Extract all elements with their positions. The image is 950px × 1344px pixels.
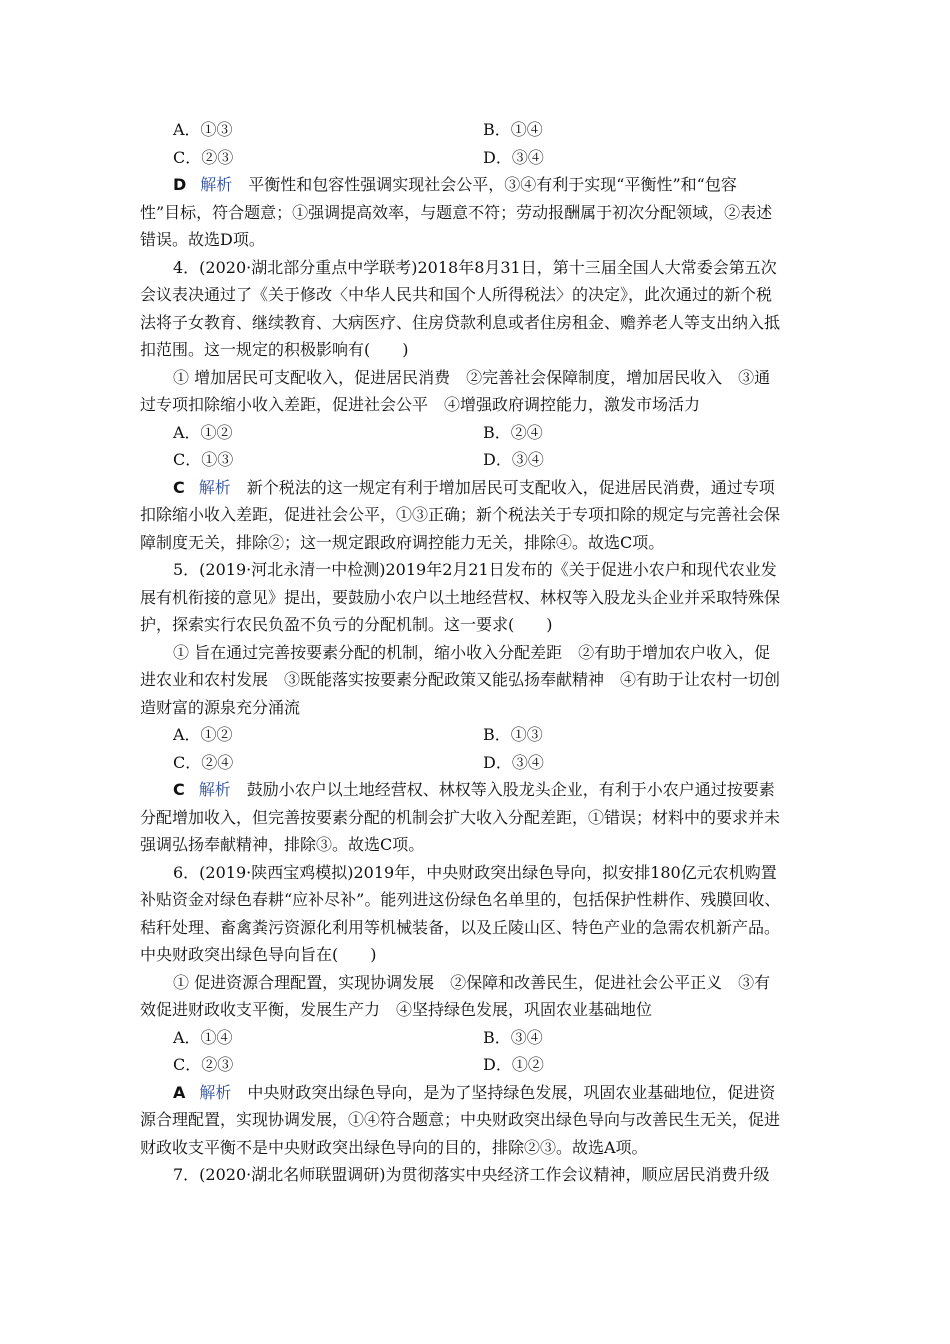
q5-explanation-line: 分配增加收入，但完善按要素分配的机制会扩大收入分配差距，①错误；材料中的要求并未 [140, 807, 781, 827]
q4-option-c: C．①③ [173, 450, 234, 469]
q4-options-row-1 [140, 419, 815, 447]
q4-option-a: A．①② [173, 422, 233, 442]
q3-explanation-line: 错误。故选D项。 [140, 230, 265, 249]
q6-answer: A [173, 1082, 186, 1102]
q3-answer: D [173, 175, 187, 194]
q4-option-b: B．②④ [483, 422, 543, 442]
q5-stem-line: 5．(2019·河北永清一中检测)2019年2月21日发布的《关于促进小农户和现代农业发 [173, 560, 777, 579]
q6-option-b: B．③④ [483, 1027, 543, 1047]
q6-options-row-2 [140, 1051, 815, 1079]
q6-explanation-line [140, 1079, 815, 1107]
q3-options-row-1 [140, 116, 815, 144]
q3-jiexi-label: 解析 [200, 175, 233, 194]
q5-explanation-line: 强调弘扬奉献精神，排除③。故选C项。 [140, 835, 425, 854]
q4-stem-line: 扣范围。这一规定的积极影响有( ) [140, 340, 409, 359]
q6-explanation-line: 财政收支平衡不是中央财政突出绿色导向的目的，排除②③。故选A项。 [140, 1137, 648, 1157]
q5-explanation-text: 鼓励小农户以土地经营权、林权等入股龙头企业，有利于小农户通过按要素 [246, 780, 775, 799]
q5-stem-line: 展有机衔接的意见》提出，要鼓励小农户以土地经营权、林权等入股龙头企业并采取特殊保 [140, 587, 781, 607]
q5-explanation-line [140, 776, 815, 804]
q4-jiexi-label: 解析 [198, 477, 231, 497]
q4-options-row-2 [140, 446, 815, 474]
q6-options-row-1 [140, 1024, 815, 1052]
q3-explanation-text: 平衡性和包容性强调实现社会公平，③④有利于实现“平衡性”和“包容 [248, 175, 737, 194]
q4-stem-line: 4．(2020·湖北部分重点中学联考)2018年8月31日，第十三届全国人大常委会第五次 [173, 257, 777, 277]
q5-answer: C [173, 780, 185, 799]
q3-option-a: A．①③ [173, 120, 233, 139]
q5-jiexi-label: 解析 [198, 780, 231, 799]
q3-options-row-2 [140, 144, 815, 172]
q6-stem-line: 秸秆处理、畜禽粪污资源化利用等机械装备，以及丘陵山区、特色产业的急需农机新产品。 [140, 917, 781, 937]
q6-stem-line: 6．(2019·陕西宝鸡模拟)2019年，中央财政突出绿色导向，拟安排180亿元农机购置 [173, 862, 777, 882]
q5-item-line: 造财富的源泉充分涌流 [140, 697, 301, 717]
q4-explanation-text: 新个税法的这一规定有利于增加居民可支配收入，促进居民消费，通过专项 [246, 477, 775, 497]
q6-option-d: D．①② [483, 1055, 544, 1074]
q6-stem-line: 中央财政突出绿色导向旨在( ) [140, 945, 377, 964]
document-page [140, 116, 815, 1189]
q5-options-row-1 [140, 721, 815, 749]
q5-option-b: B．①③ [483, 725, 543, 744]
q5-stem-line: 护，探索实行农民负盈不负亏的分配机制。这一要求( ) [140, 615, 553, 634]
q4-option-d: D．③④ [483, 450, 544, 469]
q5-options-row-2 [140, 749, 815, 777]
q4-explanation-line [140, 474, 815, 502]
q4-stem-line: 会议表决通过了《关于修改〈中华人民共和国个人所得税法〉的决定》，此次通过的新个税 [140, 285, 773, 304]
q3-option-b: B．①④ [483, 120, 543, 139]
q4-stem-line: 法将子女教育、继续教育、大病医疗、住房贷款利息或者住房租金、赡养老人等支出纳入抵 [140, 312, 781, 332]
q5-option-a: A．①② [173, 725, 233, 744]
q6-explanation-text: 中央财政突出绿色导向，是为了坚持绿色发展，巩固农业基础地位，促进资 [247, 1082, 776, 1102]
q6-explanation-line: 源合理配置，实现协调发展，①④符合题意；中央财政突出绿色导向与改善民生无关，促进 [140, 1110, 781, 1129]
q4-explanation-line: 扣除缩小收入差距，促进社会公平，①③正确；新个税法关于专项扣除的规定与完善社会保 [140, 505, 781, 524]
q6-option-c: C．②③ [173, 1055, 234, 1074]
q6-option-a: A．①④ [173, 1027, 233, 1047]
q5-option-c: C．②④ [173, 752, 234, 772]
q3-option-d: D．③④ [483, 147, 544, 167]
q4-explanation-line: 障制度无关，排除②；这一规定跟政府调控能力无关，排除④。故选C项。 [140, 532, 665, 552]
q4-item-line: ① 增加居民可支配收入，促进居民消费 ②完善社会保障制度，增加居民收入 ③通 [173, 367, 771, 387]
q3-explanation-line [140, 171, 815, 199]
q5-item-line: ① 旨在通过完善按要素分配的机制，缩小收入分配差距 ②有助于增加农户收入，促 [173, 642, 771, 662]
q6-jiexi-label: 解析 [199, 1082, 232, 1102]
q4-item-line: 过专项扣除缩小收入差距，促进社会公平 ④增强政府调控能力，激发市场活力 [140, 395, 701, 414]
q7-stem-line: 7．(2020·湖北名师联盟调研)为贯彻落实中央经济工作会议精神，顺应居民消费升级 [173, 1165, 770, 1184]
q6-item-line: ① 促进资源合理配置，实现协调发展 ②保障和改善民生，促进社会公平正义 ③有 [173, 972, 771, 992]
q5-item-line: 进农业和农村发展 ③既能落实按要素分配政策又能弘扬奉献精神 ④有助于让农村一切创 [140, 670, 781, 689]
q3-explanation-line: 性”目标，符合题意；①强调提高效率，与题意不符；劳动报酬属于初次分配领域，②表述 [140, 202, 773, 222]
q6-stem-line: 补贴资金对绿色春耕“应补尽补”。能列进这份绿色名单里的，包括保护性耕作、残膜回收、 [140, 890, 781, 909]
q5-option-d: D．③④ [483, 752, 544, 772]
q3-option-c: C．②③ [173, 147, 234, 167]
q4-answer: C [173, 477, 185, 497]
q6-item-line: 效促进财政收支平衡，发展生产力 ④坚持绿色发展，巩固农业基础地位 [140, 1000, 653, 1019]
